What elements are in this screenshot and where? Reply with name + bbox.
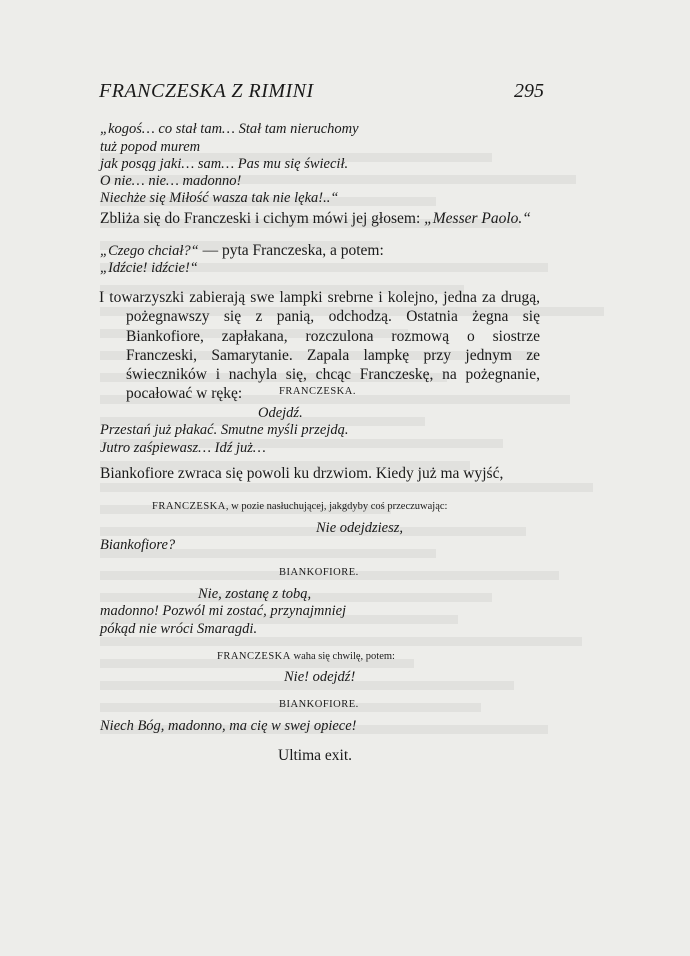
- verse-line: Nie odejdziesz,: [316, 520, 403, 536]
- verse-line: pókąd nie wróci Smaragdi.: [100, 621, 258, 637]
- verse-line: O nie… nie… madonno!: [100, 173, 242, 189]
- verse-line: „kogoś… co stał tam… Stał tam nieruchomy: [100, 121, 359, 137]
- stage-direction: Biankofiore zwraca się powoli ku drzwiom. Kiedy już ma wyjść,: [100, 465, 504, 482]
- verse-line: Nie, zostanę z tobą,: [198, 586, 312, 602]
- stage-direction: [100, 210, 531, 228]
- stage-paragraph: I towarzyszki zabierają swe lampki srebrne i kolejno, jedna za drugą, pożegnawszy się z panią, odchodzą. Ostatnia żegna się Biankofiore, zapłakana, rozczulona rozmową o siostrze Franczeski, Samarytanie. Zapala lampkę przy jednym ze świeczników i nachyla się, chcąc Franczeskę, na pożegnanie, pocałować w rękę:: [99, 289, 540, 403]
- verse-line: Niechże się Miłość wasza tak nie lęka!..“: [100, 190, 339, 206]
- verse-line: Przestań już płakać. Smutne myśli przejdą.: [100, 422, 349, 438]
- running-header-title: FRANCZESKA Z RIMINI: [99, 80, 314, 102]
- speaker-name: FRANCZESKA.: [279, 386, 356, 397]
- verse-line: madonno! Pozwól mi zostać, przynajmniej: [100, 603, 347, 619]
- stage-direction-quote: „Messer Paolo.“: [424, 210, 531, 227]
- verse-line: Biankofiore?: [100, 537, 176, 553]
- verse-line: Jutro zaśpiewasz… Idź już…: [100, 440, 266, 456]
- verse-line: Niech Bóg, madonno, ma cię w swej opiece!: [100, 718, 357, 734]
- stage-direction: [217, 651, 395, 662]
- verse-line: Odejdź.: [258, 405, 303, 421]
- dialogue-quote: „Czego chciał?“: [100, 243, 199, 259]
- speaker-name: BIANKOFIORE.: [279, 567, 359, 578]
- stage-direction-text: Zbliża się do Franczeski i cichym mówi jej głosem:: [100, 210, 425, 227]
- stage-direction-exit: Ultima exit.: [278, 747, 353, 764]
- page-number: 295: [514, 80, 544, 102]
- speaker-name: FRANCZESKA: [152, 501, 226, 512]
- verse-line: jak posąg jaki… sam… Pas mu się świecił.: [100, 156, 349, 172]
- dialogue-quote: „Idźcie! idźcie!“: [100, 260, 198, 276]
- speaker-name: FRANCZESKA: [217, 651, 291, 662]
- stage-direction-text: waha się chwilę, potem:: [290, 651, 395, 662]
- dialogue-line: [100, 242, 384, 260]
- speaker-name: BIANKOFIORE.: [279, 699, 359, 710]
- stage-direction-text: , w pozie nasłuchującej, jakgdyby coś przeczuwając:: [225, 501, 448, 512]
- dialogue-narration: — pyta Franczeska, a potem:: [198, 242, 384, 259]
- stage-direction: [152, 501, 447, 512]
- verse-line: Nie! odejdź!: [284, 669, 356, 685]
- verse-line: tuż popod murem: [100, 139, 201, 155]
